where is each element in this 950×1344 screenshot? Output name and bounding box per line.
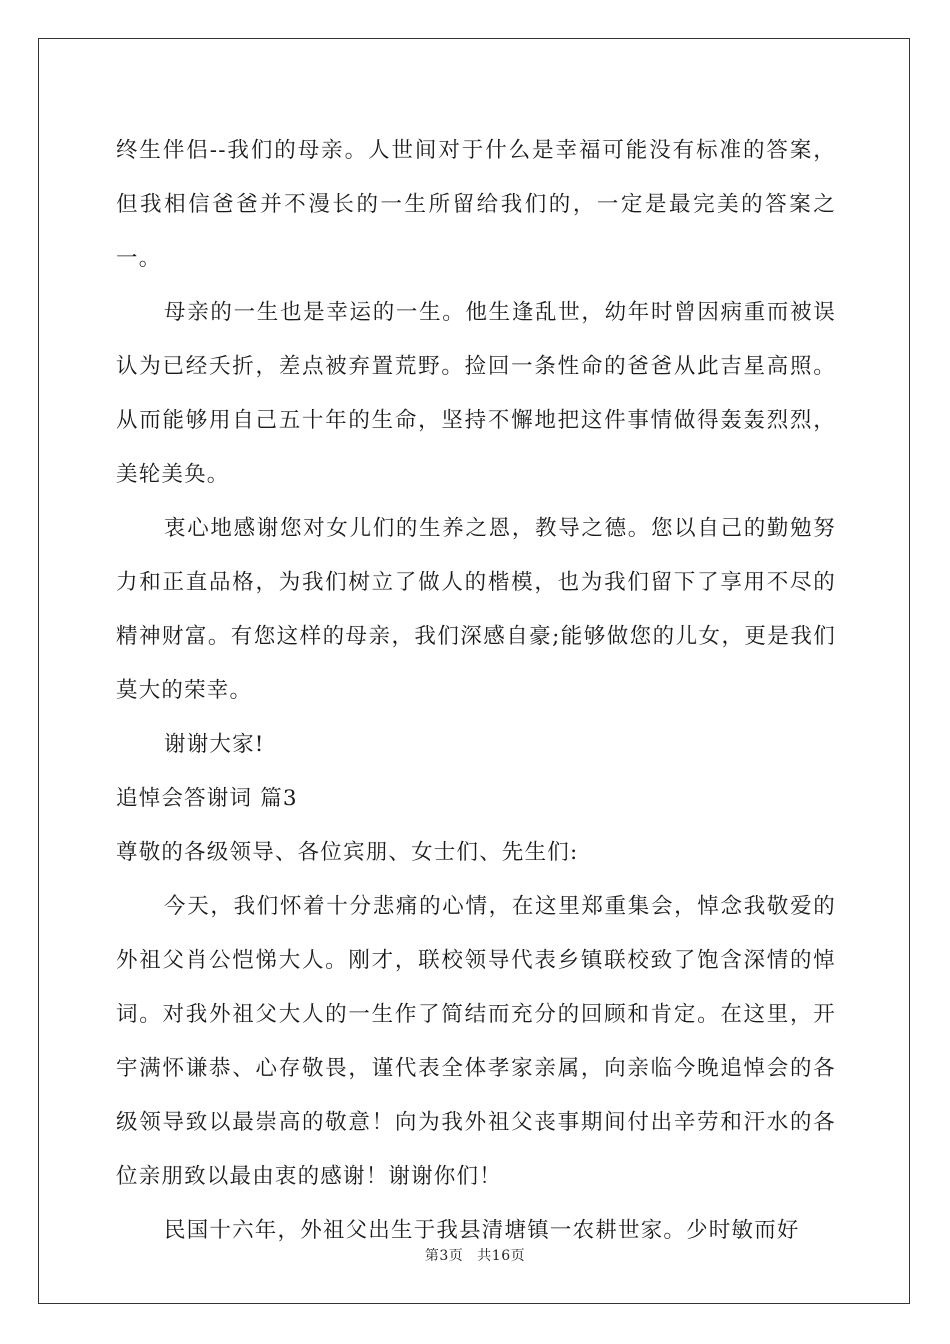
paragraph: 今天，我们怀着十分悲痛的心情，在这里郑重集会，悼念我敬爱的外祖父肖公恺悌大人。刚才，联校领导代表乡镇联校致了饱含深情的悼词。对我外祖父大人的一生作了简结而充分的回顾和肯定。在这里，开宇满怀谦恭、心存敬畏，谨代表全体孝家亲属，向亲临今晚追悼会的各级领导致以最崇高的敬意！向为我外祖父丧事期间付出辛劳和汗水的各位亲朋致以最由衷的感谢！谢谢你们！ [116, 894, 836, 1189]
document-body [116, 124, 836, 1258]
paragraph: 母亲的一生也是幸运的一生。他生逢乱世，幼年时曾因病重而被误认为已经夭折，差点被弃置荒野。捡回一条性命的爸爸从此吉星高照。从而能够用自己五十年的生命，坚持不懈地把这件事情做得轰轰烈烈，美轮美奂。 [116, 300, 836, 487]
salutation: 尊敬的各级领导、各位宾朋、女士们、先生们: [116, 840, 579, 865]
page-total: 共16页 [477, 1248, 526, 1264]
page-footer [0, 1245, 950, 1265]
page-number: 第3页 [424, 1248, 464, 1264]
paragraph: 衷心地感谢您对女儿们的生养之恩，教导之德。您以自己的勤勉努力和正直品格，为我们树立了做人的楷模，也为我们留下了享用不尽的精神财富。有您这样的母亲，我们深感自豪;能够做您的儿女，更是我们莫大的荣幸。 [116, 516, 836, 703]
paragraph: 民国十六年，外祖父出生于我县清塘镇一农耕世家。少时敏而好 [164, 1218, 800, 1243]
paragraph: 谢谢大家! [164, 732, 265, 757]
paragraph: 终生伴侣--我们的母亲。人世间对于什么是幸福可能没有标准的答案，但我相信爸爸并不漫长的一生所留给我们的，一定是最完美的答案之一。 [116, 138, 836, 271]
section-title: 追悼会答谢词 篇3 [116, 786, 298, 811]
